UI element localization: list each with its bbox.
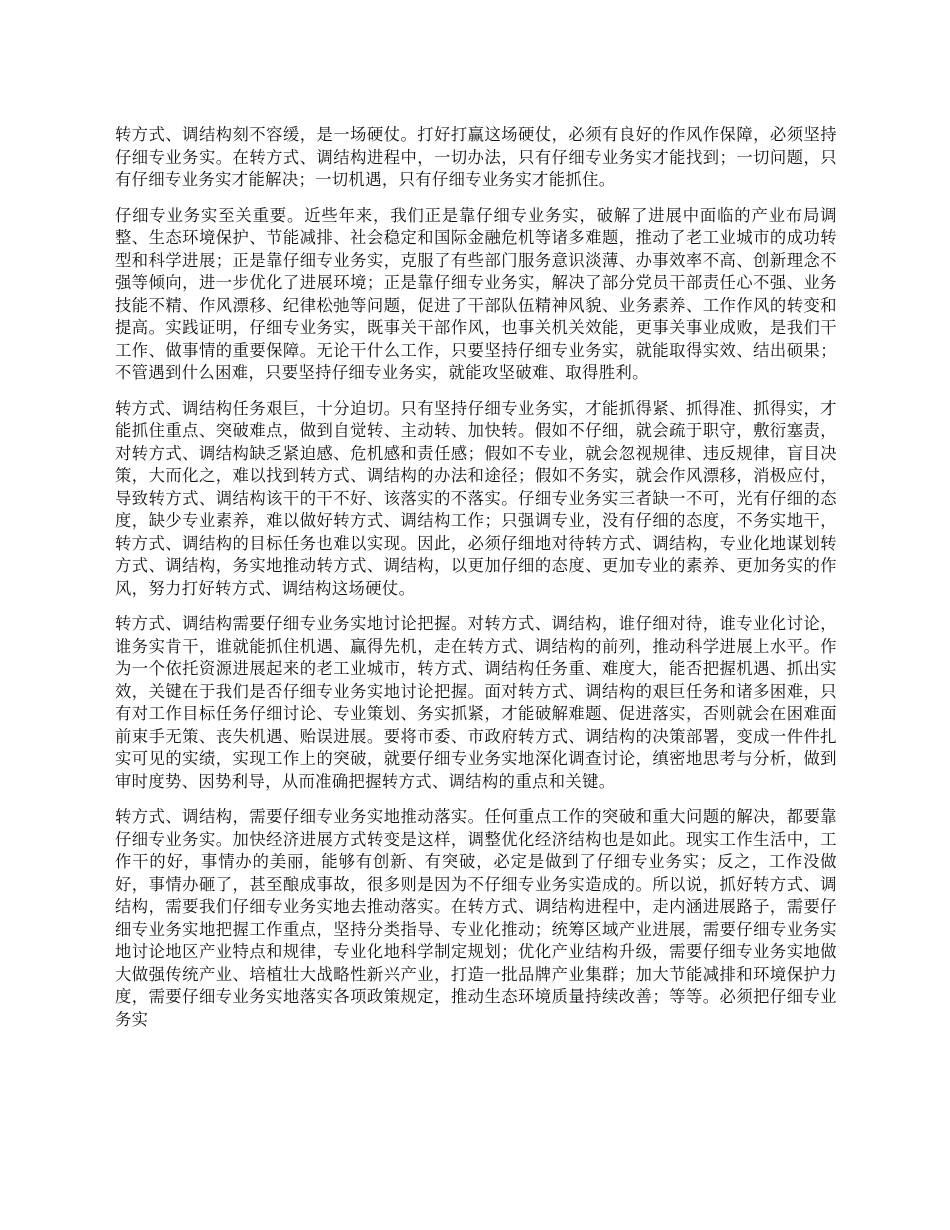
paragraph-1: 转方式、调结构刻不容缓，是一场硬仗。打好打赢这场硬仗，必须有良好的作风作保障，必须坚持仔细专业务实。在转方式、调结构进程中，一切办法，只有仔细专业务实才能找到；一切问题，只有仔细专业务实才能解决；一切机遇，只有仔细专业务实才能抓住。 (115, 125, 837, 189)
document-page (115, 124, 837, 1044)
paragraph-4: 转方式、调结构需要仔细专业务实地讨论把握。对转方式、调结构，谁仔细对待，谁专业化讨论，谁务实肯干，谁就能抓住机遇、赢得先机，走在转方式、调结构的前列，推动科学进展上水平。作为一个依托资源进展起来的老工业城市，转方式、调结构任务重、难度大，能否把握机遇、抓出实效，关键在于我们是否仔细专业务实地讨论把握。面对转方式、调结构的艰巨任务和诸多困难，只有对工作目标任务仔细讨论、专业策划、务实抓紧，才能破解难题、促进落实，否则就会在困难面前束手无策、丧失机遇、贻误进展。要将市委、市政府转方式、调结构的决策部署，变成一件件扎实可见的实绩，实现工作上的突破，就要仔细专业务实地深化调查讨论，缜密地思考与分析，做到审时度势、因势利导，从而准确把握转方式、调结构的重点和关键。 (115, 614, 837, 791)
paragraph-3: 转方式、调结构任务艰巨，十分迫切。只有坚持仔细专业务实，才能抓得紧、抓得准、抓得实，才能抓住重点、突破难点，做到自觉转、主动转、加快转。假如不仔细，就会疏于职守，敷衍塞责，对转方式、调结构缺乏紧迫感、危机感和责任感；假如不专业，就会忽视规律、违反规律，盲目决策，大而化之，难以找到转方式、调结构的办法和途径；假如不务实，就会作风漂移，消极应付，导致转方式、调结构该干的干不好、该落实的不落实。仔细专业务实三者缺一不可，光有仔细的态度，缺少专业素养，难以做好转方式、调结构工作；只强调专业，没有仔细的态度，不务实地干，转方式、调结构的目标任务也难以实现。因此，必须仔细地对待转方式、调结构，专业化地谋划转方式、调结构，务实地推动转方式、调结构，以更加仔细的态度、更加专业的素养、更加务实的作风，努力打好转方式、调结构这场硬仗。 (115, 398, 837, 598)
paragraph-2: 仔细专业务实至关重要。近些年来，我们正是靠仔细专业务实，破解了进展中面临的产业布局调整、生态环境保护、节能减排、社会稳定和国际金融危机等诸多难题，推动了老工业城市的成功转型和科学进展；正是靠仔细专业务实，克服了有些部门服务意识淡薄、办事效率不高、创新理念不强等倾向，进一步优化了进展环境；正是靠仔细专业务实，解决了部分党员干部责任心不强、业务技能不精、作风漂移、纪律松弛等问题，促进了干部队伍精神风貌、业务素养、工作作风的转变和提高。实践证明，仔细专业务实，既事关干部作风，也事关机关效能，更事关事业成败，是我们干工作、做事情的重要保障。无论干什么工作，只要坚持仔细专业务实，就能取得实效、结出硕果；不管遇到什么困难，只要坚持仔细专业务实，就能攻坚破难、取得胜利。 (115, 205, 837, 382)
paragraph-5: 转方式、调结构，需要仔细专业务实地推动落实。任何重点工作的突破和重大问题的解决，都要靠仔细专业务实。加快经济进展方式转变是这样，调整优化经济结构也是如此。现实工作生活中，工作干的好，事情办的美丽，能够有创新、有突破，必定是做到了仔细专业务实；反之，工作没做好，事情办砸了，甚至酿成事故，很多则是因为不仔细专业务实造成的。所以说，抓好转方式、调结构，需要我们仔细专业务实地去推动落实。在转方式、调结构进程中，走内涵进展路子，需要仔细专业务实地把握工作重点，坚持分类指导、专业化推动；统筹区域产业进展，需要仔细专业务实地讨论地区产业特点和规律，专业化地科学制定规划；优化产业结构升级，需要仔细专业务实地做大做强传统产业、培植壮大战略性新兴产业，打造一批品牌产业集群；加大节能减排和环境保护力度，需要仔细专业务实地落实各项政策规定，推动生态环境质量持续改善；等等。必须把仔细专业务实 (115, 807, 837, 1029)
